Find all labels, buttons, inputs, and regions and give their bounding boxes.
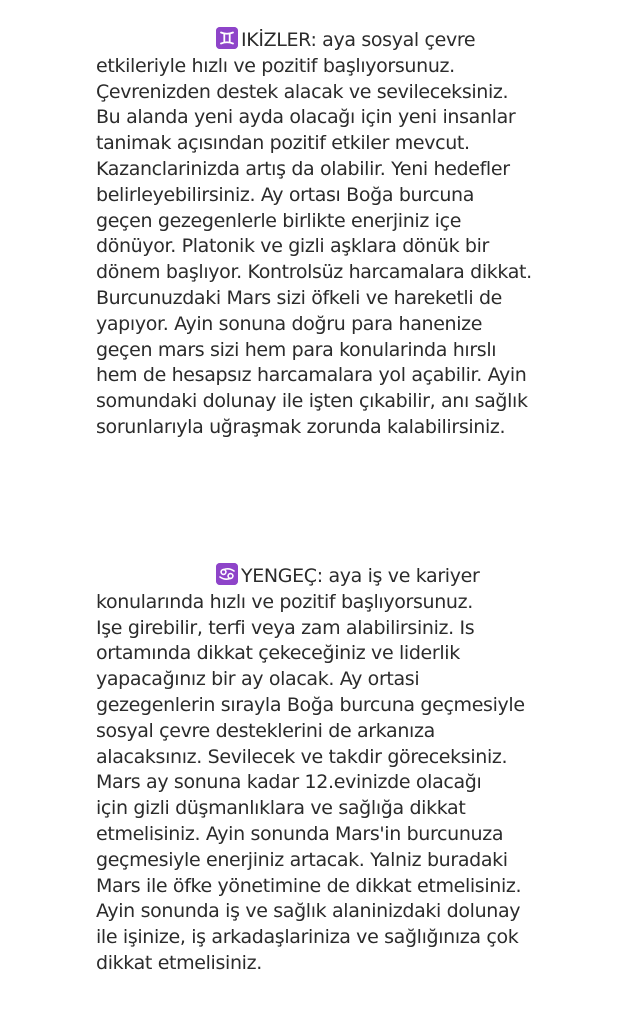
gemini-text-line: geçen gezegenlerle birlikte enerjiniz içe [96, 209, 462, 232]
cancer-text-line: gezegenlerin sırayla Boğa burcuna geçmesiyle [96, 693, 525, 716]
gemini-text-line: dönem başlıyor. Kontrolsüz harcamalara dikkat. [96, 261, 532, 284]
gemini-text-line: belirleyebilirsiniz. Ay ortası Boğa burcuna [96, 183, 475, 206]
gemini-text-line: sorunlarıyla uğraşmak zorunda kalabilirsiniz. [96, 415, 506, 438]
cancer-text-line: ortamında dikkat çekeceğiniz ve liderlik [96, 642, 460, 665]
gemini-heading-text: IKİZLER: aya sosyal çevre [241, 29, 476, 51]
cancer-text-line: için gizli düşmanlıklara ve sağlığa dikkat [96, 797, 466, 820]
gemini-text-line: Burcunuzdaki Mars sizi öfkeli ve hareketli de [96, 286, 503, 309]
gemini-text-line: Bu alanda yeni ayda olacağı için yeni insanlar [96, 106, 516, 129]
gemini-text-line: dönüyor. Platonik ve gizli aşklara dönük bir [96, 235, 490, 258]
gemini-heading-line [96, 27, 616, 54]
gemini-zodiac-icon [216, 27, 238, 49]
cancer-horoscope-section [96, 563, 616, 977]
cancer-text-line: Işe girebilir, terfi veya zam alabilirsiniz. Is [96, 616, 475, 639]
cancer-zodiac-icon [216, 563, 238, 585]
cancer-text-line: Ayin sonunda iş ve sağlık alaninizdaki dolunay [96, 900, 521, 923]
cancer-text-line: Mars ile öfke yönetimine de dikkat etmelisiniz. [96, 874, 522, 897]
gemini-text-line: geçen mars sizi hem para konularinda hırslı [96, 338, 497, 361]
cancer-text-line: sosyal çevre desteklerini de arkanıza [96, 719, 435, 742]
gemini-text-line: Çevrenizden destek alacak ve sevileceksiniz. [96, 80, 509, 103]
cancer-heading-line [96, 563, 616, 590]
cancer-text-line: yapacağınız bir ay olacak. Ay ortasi [96, 668, 420, 691]
gemini-text-line: yapıyor. Ayin sonuna doğru para hanenize [96, 312, 483, 335]
cancer-text-line: konularında hızlı ve pozitif başlıyorsunuz. [96, 590, 473, 613]
cancer-text-line: ile işinize, iş arkadaşlariniza ve sağlığınıza çok [96, 926, 519, 949]
cancer-heading-text: YENGEÇ: aya iş ve kariyer [241, 565, 480, 587]
cancer-text-line: etmelisiniz. Ayin sonunda Mars'in burcunuza [96, 822, 504, 845]
gemini-text-line: etkileriyle hızlı ve pozitif başlıyorsunuz. [96, 54, 455, 77]
cancer-text-line: alacaksınız. Sevilecek ve takdir göreceksiniz. [96, 745, 508, 768]
gemini-text-line: hem de hesapsız harcamalara yol açabilir. Ayin [96, 364, 527, 387]
cancer-text-line: Mars ay sonuna kadar 12.evinizde olacağı [96, 771, 482, 794]
gemini-horoscope-section [96, 27, 616, 441]
gemini-text-line: somundaki dolunay ile işten çıkabilir, anı sağlık [96, 390, 528, 413]
gemini-text-line: Kazanclarinizda artış da olabilir. Yeni hedefler [96, 157, 510, 180]
gemini-text-line: tanimak açısından pozitif etkiler mevcut. [96, 132, 470, 155]
cancer-text-line: dikkat etmelisiniz. [96, 951, 262, 974]
cancer-text-line: geçmesiyle enerjiniz artacak. Yalniz buradaki [96, 848, 508, 871]
